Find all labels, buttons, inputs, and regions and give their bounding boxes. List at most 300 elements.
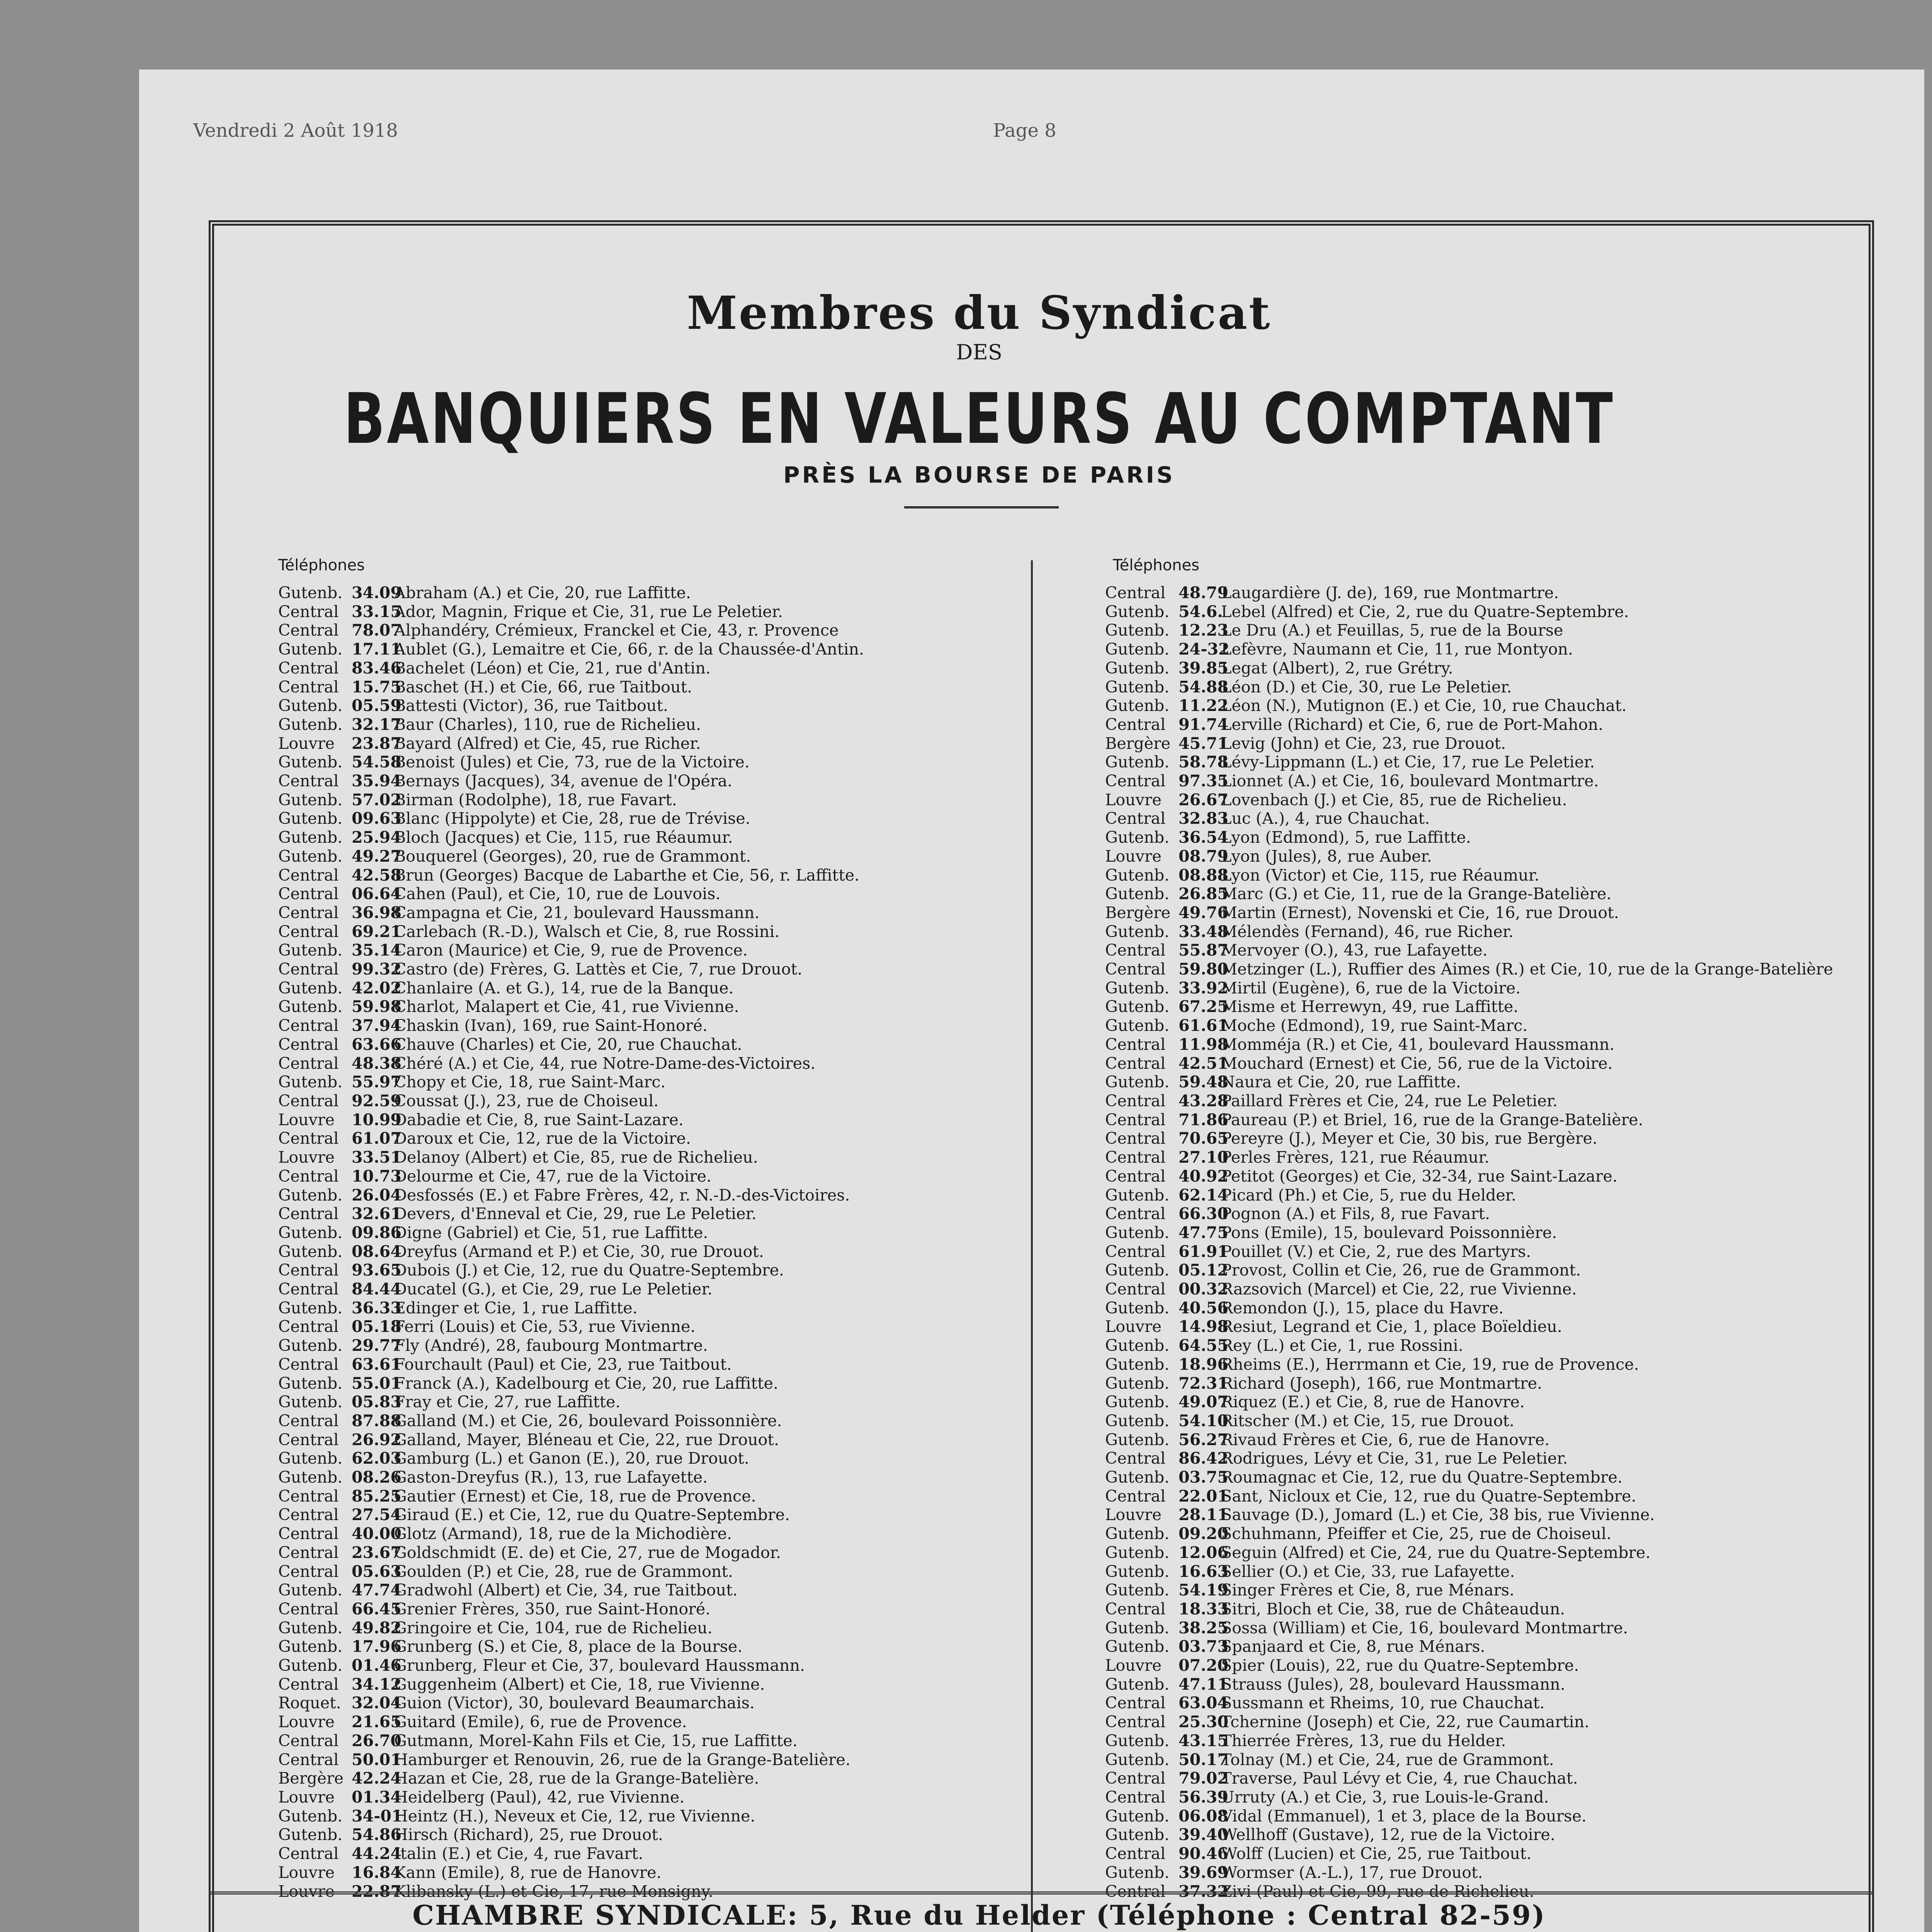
phone-exchange: Gutenb. (278, 847, 343, 866)
phone-number: 40.56 (1179, 1298, 1228, 1317)
member-entry: Levig (John) et Cie, 23, rue Drouot. (1221, 734, 1506, 753)
phone-exchange: Central (278, 1562, 339, 1581)
phone-exchange: Central (278, 1430, 339, 1449)
member-row (278, 1092, 1005, 1111)
phone-number: 34.09 (352, 583, 401, 602)
member-row (278, 1694, 1005, 1713)
phone-exchange: Louvre (278, 1863, 335, 1882)
phone-exchange: Gutenb. (1105, 1261, 1170, 1280)
phone-number: 54.19 (1179, 1581, 1228, 1600)
phone-number: 63.66 (352, 1035, 401, 1054)
member-entry: Castro (de) Frères, G. Lattès et Cie, 7, rue Drouot. (394, 960, 803, 979)
phone-exchange: Gutenb. (278, 640, 343, 659)
member-entry: Mouchard (Ernest) et Cie, 56, rue de la Victoire. (1221, 1054, 1613, 1073)
phone-exchange: Roquet. (278, 1694, 341, 1713)
member-entry: Benoist (Jules) et Cie, 73, rue de la Victoire. (394, 753, 750, 772)
phone-number: 72.31 (1179, 1374, 1228, 1393)
member-entry: Sant, Nicloux et Cie, 12, rue du Quatre-Septembre. (1221, 1486, 1636, 1505)
member-row (278, 1223, 1005, 1242)
header-page: Page 8 (993, 120, 1056, 141)
phone-number: 57.02 (352, 790, 401, 809)
phone-exchange: Central (278, 772, 339, 791)
phone-exchange: Central (278, 602, 339, 621)
phone-exchange: Central (1105, 941, 1166, 960)
member-row (1105, 1412, 1862, 1430)
phone-exchange: Gutenb. (1105, 1863, 1170, 1882)
member-entry: Chopy et Cie, 18, rue Saint-Marc. (394, 1073, 666, 1092)
member-entry: Gradwohl (Albert) et Cie, 34, rue Taitbout. (394, 1581, 738, 1600)
member-row (278, 922, 1005, 941)
member-entry: Martin (Ernest), Novenski et Cie, 16, rue Drouot. (1221, 903, 1619, 922)
member-entry: Urruty (A.) et Cie, 3, rue Louis-le-Grand. (1221, 1788, 1549, 1806)
phone-number: 92.59 (352, 1091, 401, 1110)
phone-number: 78.07 (352, 621, 401, 640)
phone-number: 70.65 (1179, 1129, 1228, 1148)
phone-number: 27.10 (1179, 1148, 1228, 1167)
member-entry: Moche (Edmond), 19, rue Saint-Marc. (1221, 1016, 1528, 1035)
member-row (278, 1731, 1005, 1750)
phone-exchange: Louvre (278, 1148, 335, 1167)
phone-exchange: Bergère (1105, 903, 1171, 922)
member-row (278, 1336, 1005, 1355)
member-entry: Wolff (Lucien) et Cie, 25, rue Taitbout. (1221, 1844, 1532, 1863)
member-row (1105, 1656, 1862, 1675)
member-entry: Bayard (Alfred) et Cie, 45, rue Richer. (394, 734, 701, 753)
phone-number: 44.24 (352, 1844, 401, 1863)
phone-exchange: Gutenb. (1105, 677, 1170, 696)
phone-number: 66.45 (352, 1599, 401, 1618)
member-row (1105, 1054, 1862, 1073)
phone-number: 08.79 (1179, 847, 1228, 866)
member-entry: Guggenheim (Albert) et Cie, 18, rue Vivienne. (394, 1675, 765, 1694)
member-entry: Goulden (P.) et Cie, 28, rue de Grammont. (394, 1562, 733, 1581)
phone-exchange: Gutenb. (1105, 1298, 1170, 1317)
phone-exchange: Central (278, 903, 339, 922)
member-row (1105, 1299, 1862, 1318)
phone-number: 47.75 (1179, 1223, 1228, 1242)
phone-number: 42.51 (1179, 1054, 1228, 1073)
member-row (1105, 1430, 1862, 1449)
member-row (278, 1524, 1005, 1543)
member-row (1105, 1035, 1862, 1054)
member-entry: Pons (Emile), 15, boulevard Poissonnière. (1221, 1223, 1557, 1242)
col-header-left: Téléphones (278, 556, 365, 574)
phone-exchange: Central (278, 1411, 339, 1430)
phone-exchange: Central (1105, 1054, 1166, 1073)
phone-number: 25.94 (352, 828, 401, 847)
member-entry: Singer Frères et Cie, 8, rue Ménars. (1221, 1581, 1515, 1600)
member-entry: Razsovich (Marcel) et Cie, 22, rue Vivienne. (1221, 1280, 1577, 1299)
phone-exchange: Gutenb. (1105, 1430, 1170, 1449)
member-entry: Fray et Cie, 27, rue Laffitte. (394, 1393, 621, 1412)
phone-exchange: Gutenb. (278, 997, 343, 1016)
member-entry: Guitard (Emile), 6, rue de Provence. (394, 1713, 687, 1731)
member-entry: Chanlaire (A. et G.), 14, rue de la Banque. (394, 978, 734, 997)
member-entry: Franck (A.), Kadelbourg et Cie, 20, rue Laffitte. (394, 1374, 779, 1393)
phone-number: 79.02 (1179, 1769, 1228, 1788)
phone-number: 03.73 (1179, 1637, 1228, 1656)
phone-number: 71.86 (1179, 1110, 1228, 1129)
member-entry: Abraham (A.) et Cie, 20, rue Laffitte. (394, 583, 691, 602)
phone-number: 33.48 (1179, 922, 1228, 941)
phone-exchange: Gutenb. (1105, 1223, 1170, 1242)
phone-number: 55.01 (352, 1374, 401, 1393)
phone-number: 33.15 (352, 602, 401, 621)
phone-number: 08.88 (1179, 866, 1228, 884)
member-row (1105, 1393, 1862, 1412)
phone-exchange: Gutenb. (278, 1449, 343, 1468)
phone-exchange: Central (1105, 1280, 1166, 1299)
member-row (278, 1487, 1005, 1506)
phone-exchange: Gutenb. (1105, 1618, 1170, 1637)
member-row (1105, 1769, 1862, 1788)
phone-number: 16.84 (352, 1863, 401, 1882)
phone-number: 64.55 (1179, 1336, 1228, 1355)
phone-number: 37.94 (352, 1016, 401, 1035)
member-entry: Bernays (Jacques), 34, avenue de l'Opéra. (394, 772, 733, 791)
phone-exchange: Gutenb. (1105, 602, 1170, 621)
member-row (278, 1675, 1005, 1694)
member-entry: Carlebach (R.-D.), Walsch et Cie, 8, rue Rossini. (394, 922, 780, 941)
phone-exchange: Central (1105, 715, 1166, 734)
phone-exchange: Gutenb. (1105, 1524, 1170, 1543)
member-row (278, 1167, 1005, 1186)
phone-exchange: Gutenb. (1105, 658, 1170, 677)
phone-exchange: Central (1105, 1129, 1166, 1148)
member-row (278, 1656, 1005, 1675)
member-entry: Spier (Louis), 22, rue du Quatre-Septembre. (1221, 1656, 1579, 1675)
member-row (278, 1543, 1005, 1562)
phone-number: 87.88 (352, 1411, 401, 1430)
phone-exchange: Gutenb. (1105, 621, 1170, 640)
phone-number: 54.58 (352, 753, 401, 772)
phone-exchange: Gutenb. (1105, 884, 1170, 903)
phone-number: 63.61 (352, 1355, 401, 1374)
member-row (1105, 583, 1862, 602)
member-entry: Dreyfus (Armand et P.) et Cie, 30, rue Drouot. (394, 1242, 764, 1261)
member-row (278, 734, 1005, 753)
member-entry: Lyon (Victor) et Cie, 115, rue Réaumur. (1221, 866, 1539, 884)
phone-number: 61.91 (1179, 1242, 1228, 1261)
phone-number: 43.15 (1179, 1731, 1228, 1750)
phone-exchange: Central (1105, 1713, 1166, 1731)
phone-number: 14.98 (1179, 1317, 1228, 1336)
phone-exchange: Gutenb. (278, 809, 343, 828)
phone-number: 34.12 (352, 1675, 401, 1694)
member-row (278, 1600, 1005, 1619)
phone-exchange: Central (278, 677, 339, 696)
member-entry: Schuhmann, Pfeiffer et Cie, 25, rue de Choiseul. (1221, 1524, 1612, 1543)
phone-exchange: Central (1105, 1694, 1166, 1713)
column-divider (1031, 560, 1033, 1932)
member-entry: Thierrée Frères, 13, rue du Helder. (1221, 1731, 1506, 1750)
phone-number: 01.34 (352, 1788, 401, 1806)
member-row (278, 602, 1005, 621)
member-entry: Petitot (Georges) et Cie, 32-34, rue Saint-Lazare. (1221, 1167, 1617, 1185)
member-row (1105, 753, 1862, 772)
phone-exchange: Gutenb. (278, 1637, 343, 1656)
phone-exchange: Central (1105, 1844, 1166, 1863)
member-row (278, 1637, 1005, 1656)
member-entry: Lyon (Jules), 8, rue Auber. (1221, 847, 1432, 866)
phone-exchange: Central (278, 1204, 339, 1223)
member-row (278, 1825, 1005, 1844)
member-entry: Lefèvre, Naumann et Cie, 11, rue Montyon. (1221, 640, 1573, 659)
member-row (1105, 1167, 1862, 1186)
phone-number: 91.74 (1179, 715, 1228, 734)
title-line1: Membres du Syndicat (687, 286, 1272, 340)
phone-number: 59.98 (352, 997, 401, 1016)
phone-number: 39.40 (1179, 1825, 1228, 1844)
member-entry: Bouquerel (Georges), 20, rue de Grammont. (394, 847, 751, 866)
phone-number: 33.51 (352, 1148, 401, 1167)
phone-number: 54.86 (352, 1825, 401, 1844)
member-row (1105, 960, 1862, 979)
member-row (1105, 1863, 1862, 1882)
phone-number: 49.07 (1179, 1393, 1228, 1412)
phone-number: 12.23 (1179, 621, 1228, 640)
phone-exchange: Gutenb. (1105, 640, 1170, 659)
phone-exchange: Louvre (1105, 1505, 1162, 1524)
member-entry: Fourchault (Paul) et Cie, 23, rue Taitbout. (394, 1355, 732, 1374)
phone-number: 83.46 (352, 658, 401, 677)
phone-exchange: Gutenb. (278, 978, 343, 997)
phone-number: 56.27 (1179, 1430, 1228, 1449)
phone-number: 35.14 (352, 941, 401, 960)
member-row (1105, 1148, 1862, 1167)
phone-number: 18.33 (1179, 1599, 1228, 1618)
phone-exchange: Central (278, 658, 339, 677)
member-entry: Brun (Georges) Bacque de Labarthe et Cie, 56, r. Laffitte. (394, 866, 860, 884)
phone-number: 67.25 (1179, 997, 1228, 1016)
phone-number: 34-01 (352, 1806, 403, 1825)
phone-number: 35.94 (352, 772, 401, 791)
phone-exchange: Gutenb. (1105, 922, 1170, 941)
member-entry: Legat (Albert), 2, rue Grétry. (1221, 658, 1453, 677)
member-entry: Seguin (Alfred) et Cie, 24, rue du Quatre-Septembre. (1221, 1543, 1651, 1562)
member-entry: Italin (E.) et Cie, 4, rue Favart. (394, 1844, 643, 1863)
member-entry: Campagna et Cie, 21, boulevard Haussmann. (394, 903, 760, 922)
member-row (278, 1713, 1005, 1731)
member-row (1105, 1637, 1862, 1656)
phone-number: 08.64 (352, 1242, 401, 1261)
member-row (1105, 1543, 1862, 1562)
phone-exchange: Central (278, 960, 339, 979)
phone-exchange: Gutenb. (1105, 753, 1170, 772)
phone-number: 10.73 (352, 1167, 401, 1185)
phone-number: 05.83 (352, 1393, 401, 1412)
member-row (1105, 1505, 1862, 1524)
member-row (1105, 1016, 1862, 1035)
phone-number: 10.99 (352, 1110, 401, 1129)
phone-exchange: Gutenb. (1105, 1637, 1170, 1656)
member-row (1105, 1807, 1862, 1826)
member-row (278, 1807, 1005, 1826)
member-row (1105, 1204, 1862, 1223)
member-entry: Hirsch (Richard), 25, rue Drouot. (394, 1825, 663, 1844)
member-entry: Galland (M.) et Cie, 26, boulevard Poissonnière. (394, 1411, 782, 1430)
phone-number: 06.08 (1179, 1806, 1228, 1825)
phone-exchange: Gutenb. (278, 1656, 343, 1675)
phone-exchange: Gutenb. (1105, 696, 1170, 715)
member-entry: Perles Frères, 121, rue Réaumur. (1221, 1148, 1490, 1167)
member-row (278, 583, 1005, 602)
phone-number: 01.46 (352, 1656, 401, 1675)
member-row (1105, 1336, 1862, 1355)
member-entry: Metzinger (L.), Ruffier des Aimes (R.) et Cie, 10, rue de la Grange-Batelière (1221, 960, 1833, 979)
member-row (1105, 1788, 1862, 1807)
phone-exchange: Gutenb. (278, 753, 343, 772)
phone-number: 63.04 (1179, 1694, 1228, 1713)
phone-number: 90.46 (1179, 1844, 1228, 1863)
phone-number: 28.11 (1179, 1505, 1228, 1524)
member-row (1105, 1186, 1862, 1205)
member-row (278, 1581, 1005, 1600)
member-entry: Coussat (J.), 23, rue de Choiseul. (394, 1091, 659, 1110)
phone-number: 26.92 (352, 1430, 401, 1449)
phone-exchange: Central (1105, 583, 1166, 602)
phone-number: 17.96 (352, 1637, 401, 1656)
phone-number: 61.07 (352, 1129, 401, 1148)
phone-exchange: Gutenb. (278, 1073, 343, 1092)
member-row (278, 1562, 1005, 1581)
member-row (1105, 640, 1862, 659)
member-row (1105, 1600, 1862, 1619)
phone-number: 11.22 (1179, 696, 1228, 715)
phone-number: 54.10 (1179, 1411, 1228, 1430)
member-entry: Lyon (Edmond), 5, rue Laffitte. (1221, 828, 1471, 847)
member-entry: Richard (Joseph), 166, rue Montmartre. (1221, 1374, 1543, 1393)
phone-exchange: Gutenb. (1105, 978, 1170, 997)
phone-exchange: Central (278, 1091, 339, 1110)
member-row (278, 1299, 1005, 1318)
member-entry: Galland, Mayer, Bléneau et Cie, 22, rue Drouot. (394, 1430, 779, 1449)
chamber-title: CHAMBRE SYNDICALE: 5, Rue du Helder (Téléphone : Central 82-59) (412, 1899, 1546, 1931)
phone-number: 48.79 (1179, 583, 1228, 602)
member-entry: Tchernine (Joseph) et Cie, 22, rue Caumartin. (1221, 1713, 1590, 1731)
member-entry: Chéré (A.) et Cie, 44, rue Notre-Dame-des-Victoires. (394, 1054, 816, 1073)
title-line2: DES (956, 340, 1002, 364)
member-row (1105, 772, 1862, 791)
member-row (278, 941, 1005, 960)
member-row (278, 997, 1005, 1016)
member-row (1105, 1731, 1862, 1750)
phone-exchange: Gutenb. (1105, 1731, 1170, 1750)
phone-exchange: Central (278, 1675, 339, 1694)
phone-number: 42.02 (352, 978, 401, 997)
phone-exchange: Gutenb. (278, 1618, 343, 1637)
member-entry: Léon (D.) et Cie, 30, rue Le Peletier. (1221, 677, 1512, 696)
member-entry: Sitri, Bloch et Cie, 38, rue de Châteaudun. (1221, 1599, 1565, 1618)
phone-exchange: Gutenb. (1105, 828, 1170, 847)
phone-exchange: Louvre (1105, 847, 1162, 866)
phone-number: 40.92 (1179, 1167, 1228, 1185)
phone-number: 62.14 (1179, 1185, 1228, 1204)
member-row (1105, 1750, 1862, 1769)
phone-number: 24-32 (1179, 640, 1230, 659)
member-row (1105, 621, 1862, 640)
phone-exchange: Gutenb. (278, 715, 343, 734)
member-entry: Giraud (E.) et Cie, 12, rue du Quatre-Septembre. (394, 1505, 790, 1524)
member-entry: Hamburger et Renouvin, 26, rue de la Grange-Batelière. (394, 1750, 850, 1769)
member-list-right (1105, 583, 1862, 1901)
member-row (278, 884, 1005, 903)
member-entry: Resiut, Legrand et Cie, 1, place Boïeldieu. (1221, 1317, 1562, 1336)
member-row (278, 621, 1005, 640)
member-row (278, 847, 1005, 866)
phone-number: 18.96 (1179, 1355, 1228, 1374)
phone-exchange: Gutenb. (278, 1242, 343, 1261)
phone-exchange: Gutenb. (1105, 1750, 1170, 1769)
phone-exchange: Gutenb. (278, 1298, 343, 1317)
member-entry: Devers, d'Enneval et Cie, 29, rue Le Peletier. (394, 1204, 757, 1223)
member-entry: Gamburg (L.) et Ganon (E.), 20, rue Drouot. (394, 1449, 749, 1468)
header-date: Vendredi 2 Août 1918 (193, 120, 398, 141)
phone-number: 49.82 (352, 1618, 401, 1637)
member-entry: Zivi (Paul) et Cie, 99, rue de Richelieu. (1221, 1882, 1534, 1901)
phone-exchange: Gutenb. (1105, 1393, 1170, 1412)
member-entry: Rodrigues, Lévy et Cie, 31, rue Le Peletier. (1221, 1449, 1568, 1468)
member-entry: Naura et Cie, 20, rue Laffitte. (1221, 1073, 1461, 1092)
phone-number: 09.20 (1179, 1524, 1228, 1543)
member-entry: Rheims (E.), Herrmann et Cie, 19, rue de Provence. (1221, 1355, 1639, 1374)
phone-number: 42.58 (352, 866, 401, 884)
phone-number: 32.17 (352, 715, 401, 734)
phone-number: 17.11 (352, 640, 401, 659)
member-entry: Dubois (J.) et Cie, 12, rue du Quatre-Septembre. (394, 1261, 784, 1280)
member-entry: Goldschmidt (E. de) et Cie, 27, rue de Mogador. (394, 1543, 781, 1562)
member-entry: Sauvage (D.), Jomard (L.) et Cie, 38 bis, rue Vivienne. (1221, 1505, 1655, 1524)
phone-number: 23.87 (352, 734, 401, 753)
member-row (278, 1016, 1005, 1035)
phone-exchange: Gutenb. (1105, 1411, 1170, 1430)
phone-number: 36.33 (352, 1298, 401, 1317)
phone-number: 07.20 (1179, 1656, 1228, 1675)
member-entry: Wellhoff (Gustave), 12, rue de la Victoire. (1221, 1825, 1555, 1844)
phone-exchange: Gutenb. (1105, 1185, 1170, 1204)
phone-exchange: Gutenb. (278, 1468, 343, 1487)
phone-exchange: Gutenb. (1105, 1806, 1170, 1825)
phone-number: 48.38 (352, 1054, 401, 1073)
member-row (278, 1073, 1005, 1092)
phone-number: 21.65 (352, 1713, 401, 1731)
member-row (278, 960, 1005, 979)
phone-number: 05.63 (352, 1562, 401, 1581)
member-row (1105, 1242, 1862, 1261)
member-row (278, 1844, 1005, 1863)
member-row (278, 1863, 1005, 1882)
member-entry: Heintz (H.), Neveux et Cie, 12, rue Vivienne. (394, 1806, 755, 1825)
phone-number: 45.71 (1179, 734, 1228, 753)
member-entry: Lebel (Alfred) et Cie, 2, rue du Quatre-Septembre. (1221, 602, 1629, 621)
phone-exchange: Gutenb. (1105, 1016, 1170, 1035)
member-row (278, 1317, 1005, 1336)
phone-exchange: Central (278, 1129, 339, 1148)
member-row (1105, 791, 1862, 810)
phone-exchange: Central (278, 1844, 339, 1863)
phone-exchange: Central (278, 1505, 339, 1524)
member-row (1105, 997, 1862, 1016)
member-row (278, 1261, 1005, 1280)
phone-number: 11.98 (1179, 1035, 1228, 1054)
phone-number: 39.85 (1179, 658, 1228, 677)
member-entry: Baur (Charles), 110, rue de Richelieu. (394, 715, 701, 734)
member-entry: Grunberg, Fleur et Cie, 37, boulevard Haussmann. (394, 1656, 805, 1675)
member-row (1105, 828, 1862, 847)
member-row (1105, 1619, 1862, 1638)
phone-exchange: Gutenb. (1105, 997, 1170, 1016)
member-entry: Paureau (P.) et Briel, 16, rue de la Grange-Batelière. (1221, 1110, 1643, 1129)
